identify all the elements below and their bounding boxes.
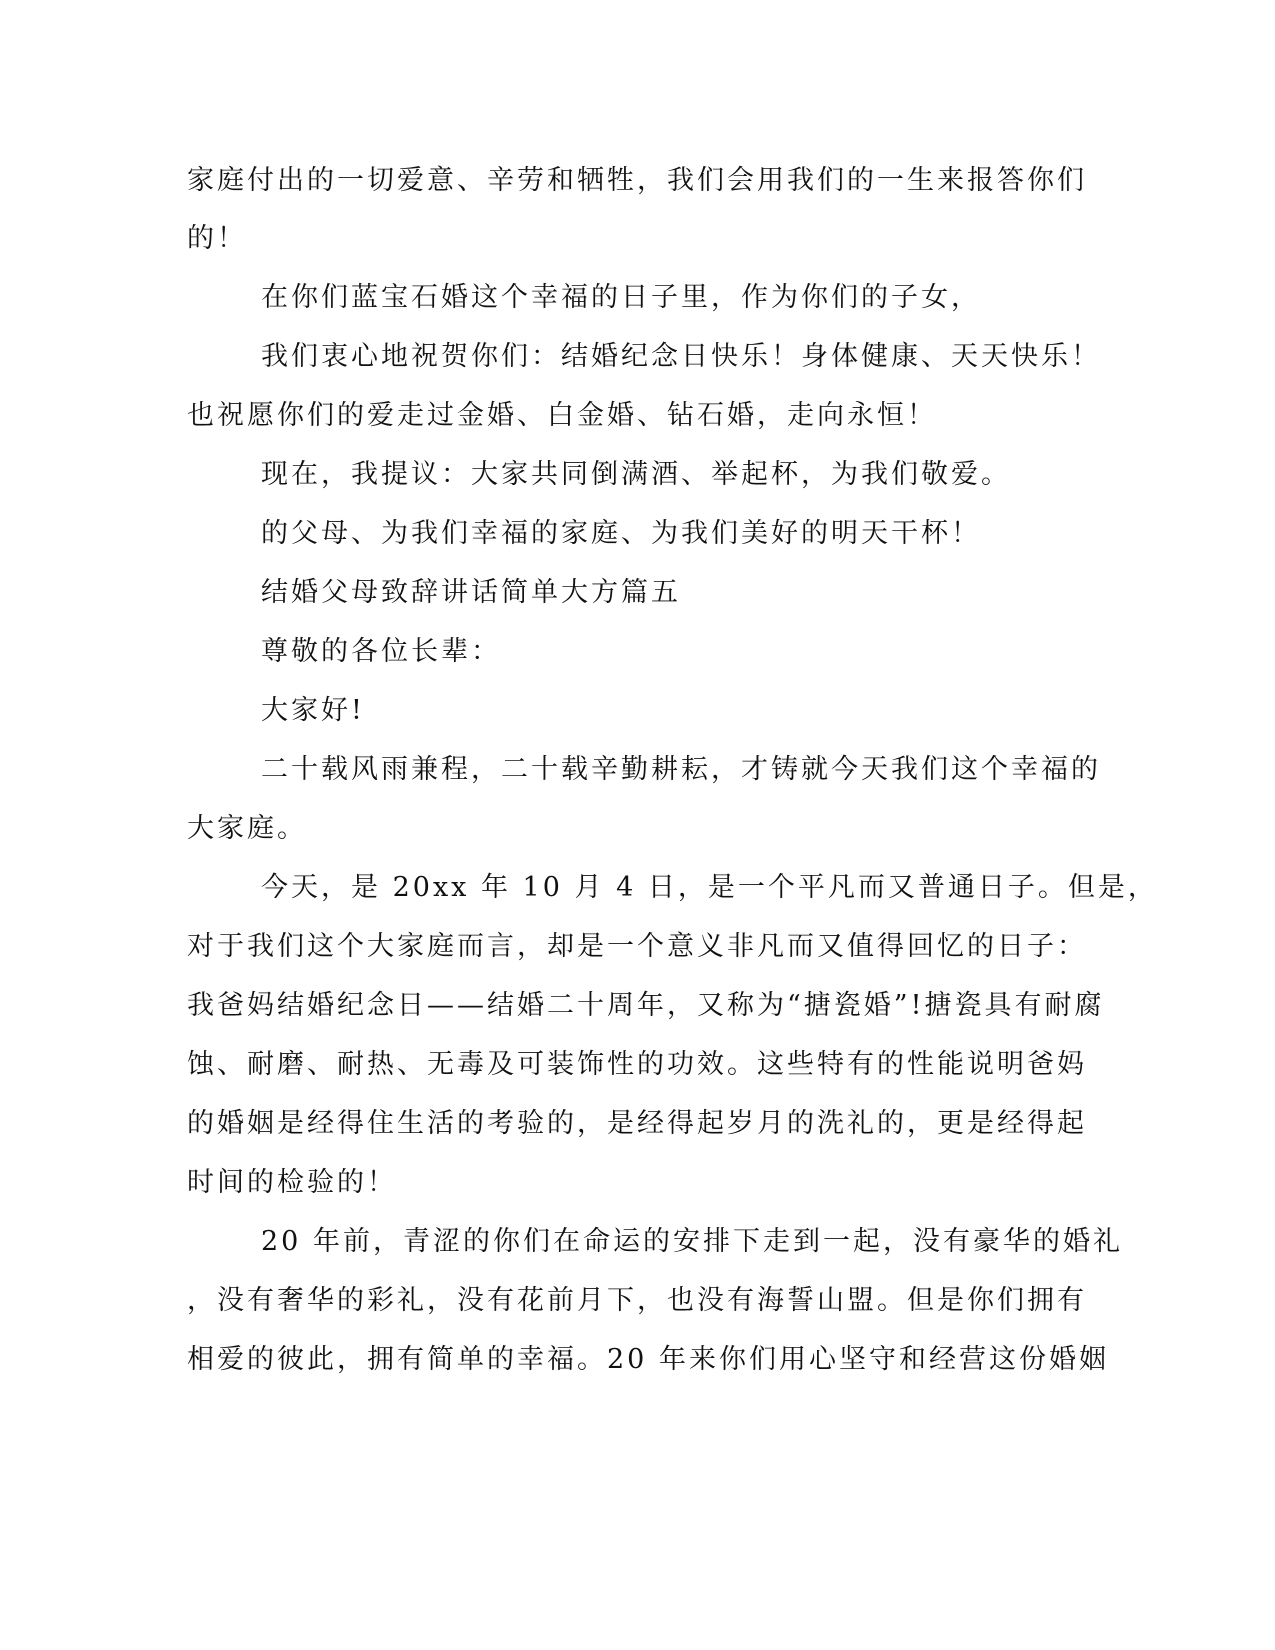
paragraph-line: 在你们蓝宝石婚这个幸福的日子里，作为你们的子女， [261, 282, 981, 313]
paragraph-line: 二十载风雨兼程，二十载辛勤耕耘，才铸就今天我们这个幸福的 [261, 754, 1101, 785]
paragraph-line: 大家庭。 [187, 813, 307, 844]
paragraph-line: 我们衷心地祝贺你们：结婚纪念日快乐！身体健康、天天快乐！ [261, 341, 1101, 372]
paragraph-line: 的！ [187, 223, 247, 254]
paragraph-line: 的父母、为我们幸福的家庭、为我们美好的明天干杯！ [261, 518, 981, 549]
paragraph-line: 的婚姻是经得住生活的考验的，是经得起岁月的洗礼的，更是经得起 [187, 1108, 1087, 1139]
paragraph-line: 对于我们这个大家庭而言，却是一个意义非凡而又值得回忆的日子： [187, 931, 1087, 962]
salutation: 尊敬的各位长辈： [261, 636, 501, 667]
paragraph-line: 20 年前，青涩的你们在命运的安排下走到一起，没有豪华的婚礼 [261, 1226, 1123, 1257]
section-heading: 结婚父母致辞讲话简单大方篇五 [261, 577, 681, 608]
paragraph-line: 相爱的彼此，拥有简单的幸福。20 年来你们用心坚守和经营这份婚姻 [187, 1344, 1109, 1375]
paragraph-line: 蚀、耐磨、耐热、无毒及可装饰性的功效。这些特有的性能说明爸妈 [187, 1049, 1087, 1080]
paragraph-line: ，没有奢华的彩礼，没有花前月下，也没有海誓山盟。但是你们拥有 [187, 1285, 1087, 1316]
greeting: 大家好! [261, 695, 365, 726]
paragraph-line: 也祝愿你们的爱走过金婚、白金婚、钻石婚，走向永恒！ [187, 400, 937, 431]
paragraph-line: 家庭付出的一切爱意、辛劳和牺牲，我们会用我们的一生来报答你们 [187, 165, 1087, 196]
paragraph-line: 现在，我提议：大家共同倒满酒、举起杯，为我们敬爱。 [261, 459, 1011, 490]
paragraph-line: 时间的检验的！ [187, 1167, 397, 1198]
paragraph-line: 今天，是 20xx 年 10 月 4 日，是一个平凡而又普通日子。但是， [261, 872, 1158, 903]
paragraph-line: 我爸妈结婚纪念日——结婚二十周年，又称为“搪瓷婚”!搪瓷具有耐腐 [187, 990, 1105, 1021]
